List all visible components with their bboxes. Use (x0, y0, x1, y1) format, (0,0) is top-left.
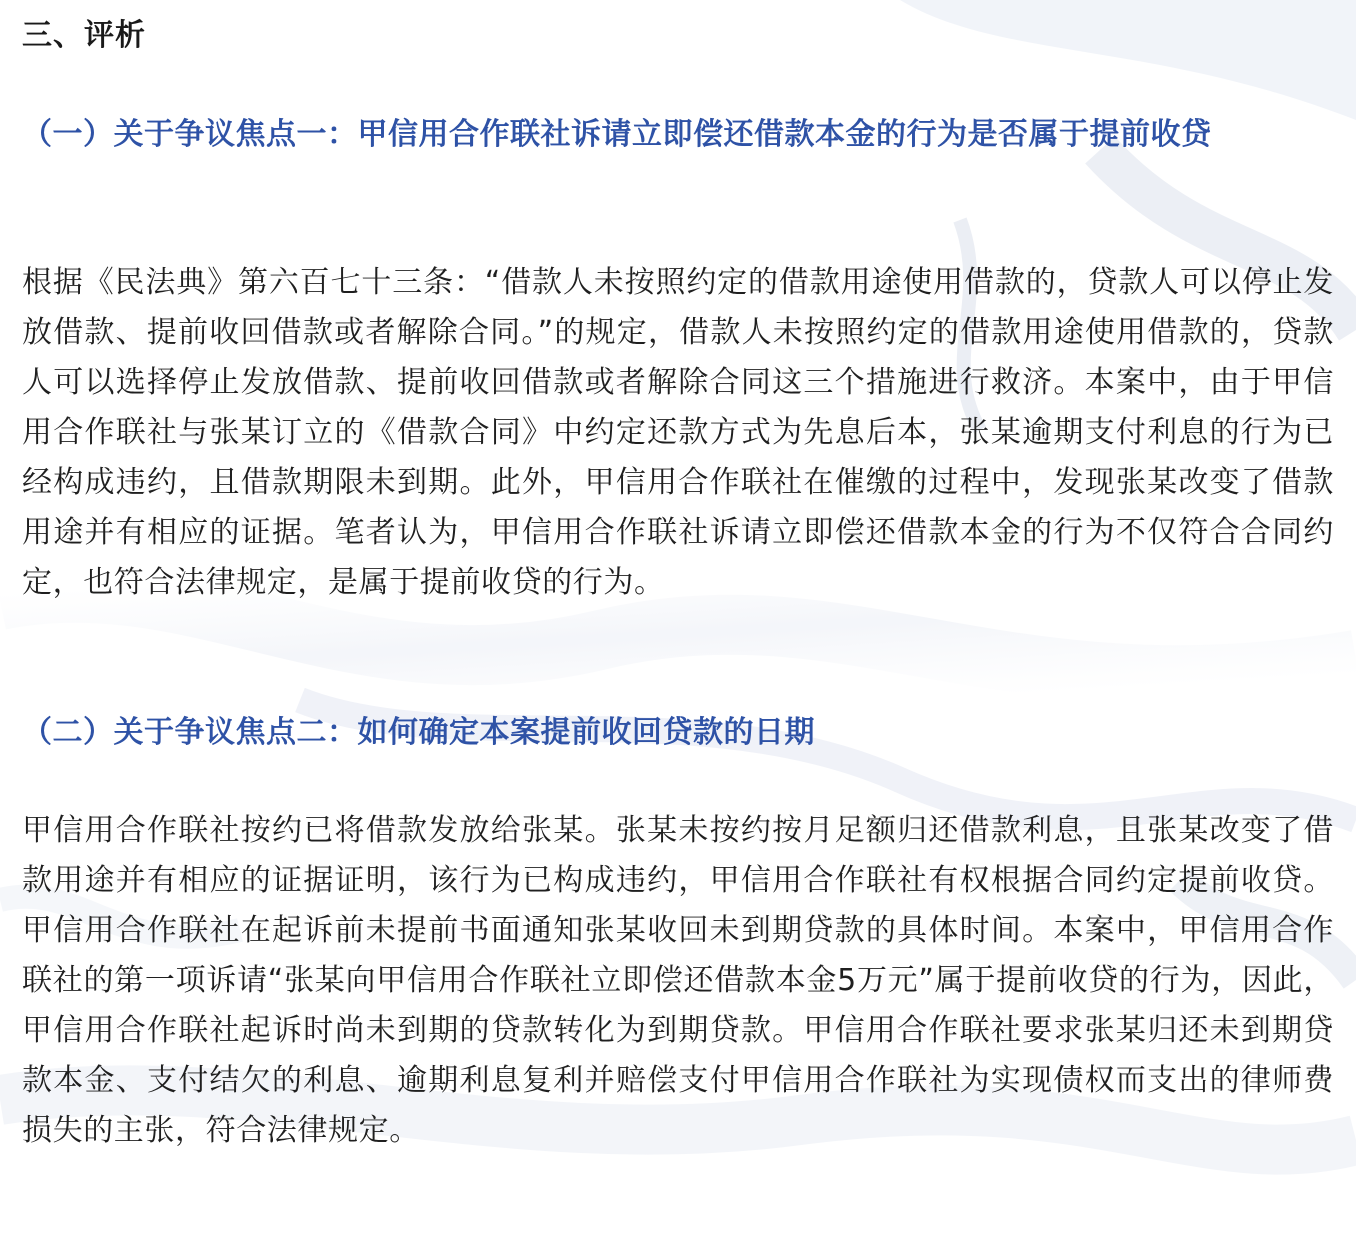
issue-one-heading: （一）关于争议焦点一：甲信用合作联社诉请立即偿还借款本金的行为是否属于提前收贷 (22, 117, 1212, 152)
issue-two-heading: （二）关于争议焦点二：如何确定本案提前收回贷款的日期 (22, 715, 815, 750)
section-title: 三、评析 (22, 18, 146, 53)
issue-two-body: 甲信用合作联社按约已将借款发放给张某。张某未按约按月足额归还借款利息，且张某改变了借款用途并有相应的证据证明，该行为已构成违约，甲信用合作联社有权根据合同约定提前收贷。甲信用合作联社在起诉前未提前书面通知张某收回未到期贷款的具体时间。本案中，甲信用合作联社的第一项诉请“张某向甲信用合作联社立即偿还借款本金5万元”属于提前收贷的行为，因此，甲信用合作联社起诉时尚未到期的贷款转化为到期贷款。甲信用合作联社要求张某归还未到期贷款本金、支付结欠的利息、逾期利息复利并赔偿支付甲信用合作联社为实现债权而支出的律师费损失的主张，符合法律规定。 (22, 813, 1334, 1148)
issue-one-body: 根据《民法典》第六百七十三条：“借款人未按照约定的借款用途使用借款的，贷款人可以停止发放借款、提前收回借款或者解除合同。”的规定，借款人未按照约定的借款用途使用借款的，贷款人可以选择停止发放借款、提前收回借款或者解除合同这三个措施进行救济。本案中，由于甲信用合作联社与张某订立的《借款合同》中约定还款方式为先息后本，张某逾期支付利息的行为已经构成违约，且借款期限未到期。此外，甲信用合作联社在催缴的过程中，发现张某改变了借款用途并有相应的证据。笔者认为，甲信用合作联社诉请立即偿还借款本金的行为不仅符合合同约定，也符合法律规定，是属于提前收贷的行为。 (22, 265, 1334, 600)
